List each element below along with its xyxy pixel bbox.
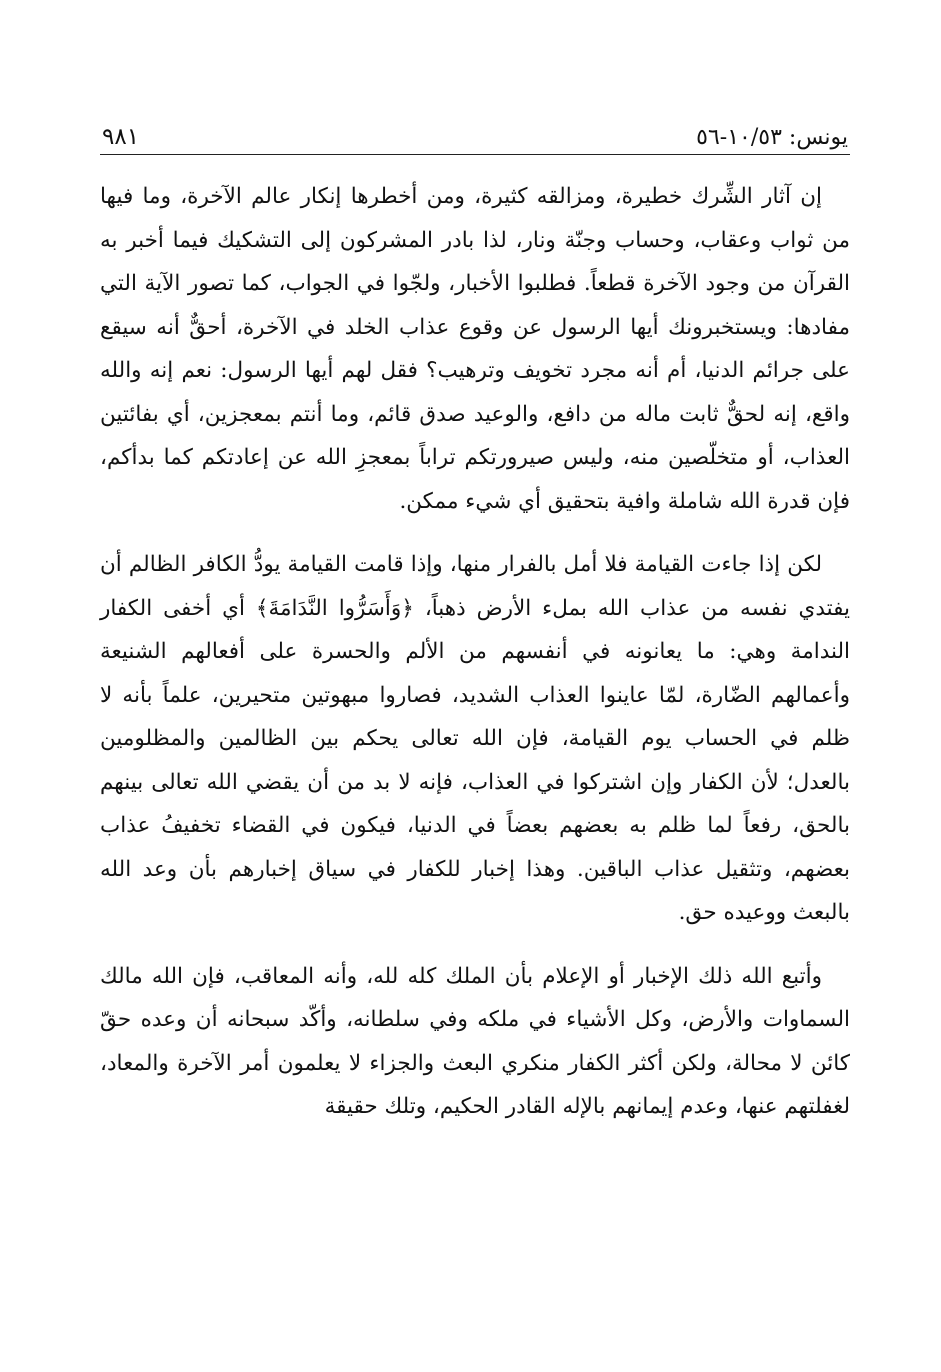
document-page (100, 110, 850, 1129)
paragraph-2-text-after-quote: أي أخفى الكفار الندامة وهي: ما يعانونه في أنفسهم من الألم والحسرة على أفعالهم الشنيعة وأعمالهم الضّارة، لمّا عاينوا العذاب الشديد، فصاروا مبهوتين متحيرين، علماً بأنه لا ظلم في الحساب يوم القيامة، فإن الله تعالى يحكم بين الظالمين والمظلومين بالعدل؛ لأن الكفار وإن اشتركوا في العذاب، فإنه لا بد من أن يقضي الله تعالى بينهم بالحق، رفعاً لما ظلم به بعضهم بعضاً في الدنيا، فيكون في القضاء تخفيفُ عذاب بعضهم، وتثقيل عذاب الباقين. وهذا إخبار للكفار في سياق إخبارهم بأن وعد الله بالبعث ووعيده حق. (100, 595, 850, 925)
paragraph-2-text-before-quote: لكن إذا جاءت القيامة فلا أمل بالفرار منها، وإذا قامت القيامة يودُّ الكافر الظالم أن يفتدي نفسه من عذاب الله بملء الأرض ذهباً، (100, 552, 851, 621)
paragraph-2 (100, 543, 850, 935)
quran-quote: ﴿وَأَسَرُّوا النَّدَامَةَ﴾ (255, 595, 414, 621)
body-text (100, 175, 850, 1129)
header-divider (100, 154, 850, 155)
paragraph-1: إن آثار الشِّرك خطيرة، ومزالقه كثيرة، ومن أخطرها إنكار عالم الآخرة، وما فيها من ثواب وعقاب، وحساب وجنّة ونار، لذا بادر المشركون إلى التشكيك فيما أخبر به القرآن من وجود الآخرة قطعاً. فطلبوا الأخبار، ولجّوا في الجواب، كما تصور الآية التي مفادها: ويستخبرونك أيها الرسول عن وقوع عذاب الخلد في الآخرة، أحقٌّ أنه سيقع على جرائم الدنيا، أم أنه مجرد تخويف وترهيب؟ فقل لهم أيها الرسول: نعم إنه والله واقع، إنه لحقٌّ ثابت ماله من دافع، والوعيد صدق قائم، وما أنتم بمعجزين، أي بفائتين العذاب، أو متخلّصين منه، وليس صيرورتكم تراباً بمعجزِ الله عن إعادتكم كما بدأكم، فإن قدرة الله شاملة وافية بتحقيق أي شيء ممكن. (100, 184, 850, 514)
page-header (100, 110, 850, 150)
page-number: ٩٨١ (102, 124, 140, 150)
paragraph-3: وأتبع الله ذلك الإخبار أو الإعلام بأن الملك كله لله، وأنه المعاقب، فإن الله مالك السماوات والأرض، وكل الأشياء في ملكه وفي سلطانه، وأكّد سبحانه أن وعده حقّ كائن لا محالة، ولكن أكثر الكفار منكري البعث والجزاء لا يعلمون أمر الآخرة والمعاد، لغفلتهم عنها، وعدم إيمانهم بالإله القادر الحكيم، وتلك حقيقة (100, 963, 850, 1119)
surah-verse-reference: يونس: ١٠/٥٣-٥٦ (696, 125, 848, 150)
